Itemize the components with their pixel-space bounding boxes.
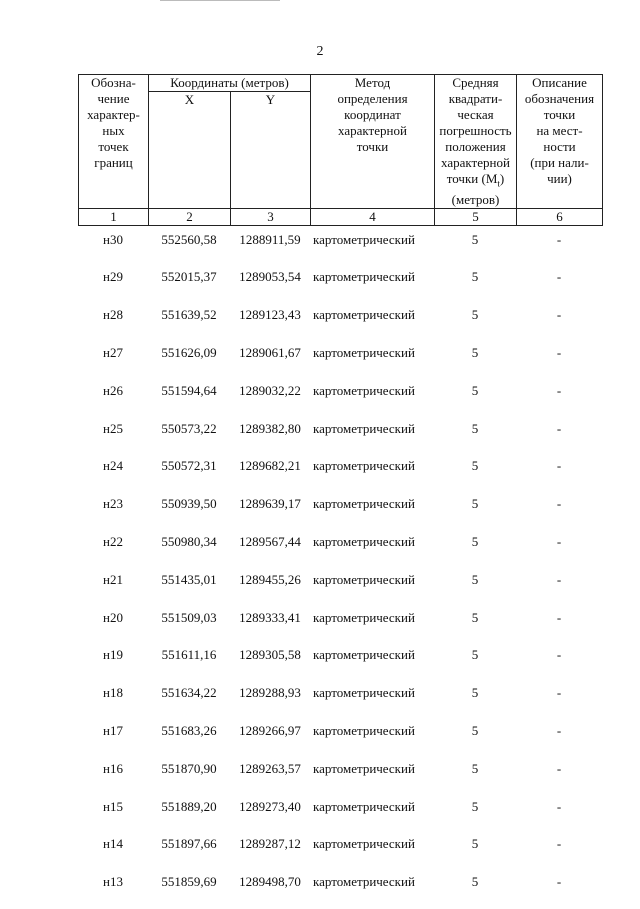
cell-point-id: н21: [103, 571, 123, 587]
cell-coord-x: 552015,37: [161, 269, 217, 285]
header-designation: Обозна- чение характер- ных точек границ: [79, 75, 149, 209]
cell-coord-y: 1289061,67: [239, 344, 301, 360]
cell-point-id: н28: [103, 307, 123, 323]
cell-method: картометрический: [313, 382, 415, 398]
header-description: Описание обозначения точки на мест- ности (при нали- чии): [517, 75, 603, 209]
table-row: [78, 493, 602, 531]
cell-description: -: [556, 571, 562, 587]
cell-coord-x: 551683,26: [161, 722, 217, 738]
cell-description: -: [556, 307, 562, 323]
cell-coord-x: 551897,66: [161, 836, 217, 852]
table-row: [78, 871, 602, 909]
table-body: [78, 229, 602, 909]
cell-coord-y: 1289455,26: [239, 571, 301, 587]
table-row: [78, 531, 602, 569]
cell-description: -: [556, 533, 562, 549]
cell-error: 5: [471, 307, 479, 323]
table-header: [78, 74, 603, 226]
table-row: [78, 304, 602, 342]
cell-description: -: [556, 836, 562, 852]
cell-point-id: н15: [103, 798, 123, 814]
cell-description: -: [556, 269, 562, 285]
cell-coord-y: 1289273,40: [239, 798, 301, 814]
table-row: [78, 266, 602, 304]
cell-description: -: [556, 496, 562, 512]
cell-error: 5: [471, 722, 479, 738]
cell-point-id: н26: [103, 382, 123, 398]
cell-coord-x: 551594,64: [161, 382, 217, 398]
cell-point-id: н13: [103, 874, 123, 890]
cell-error: 5: [471, 496, 479, 512]
cell-coord-y: 1289305,58: [239, 647, 301, 663]
cell-coord-x: 552560,58: [161, 231, 217, 247]
coordinates-table: [78, 74, 602, 909]
table-row: [78, 607, 602, 645]
cell-coord-y: 1289123,43: [239, 307, 301, 323]
cell-point-id: н23: [103, 496, 123, 512]
cell-point-id: н27: [103, 344, 123, 360]
cell-method: картометрический: [313, 496, 415, 512]
cell-method: картометрический: [313, 760, 415, 776]
cell-coord-y: 1289567,44: [239, 533, 301, 549]
cell-method: картометрический: [313, 722, 415, 738]
cell-coord-y: 1289498,70: [239, 874, 301, 890]
column-number-2: 2: [149, 208, 231, 225]
cell-method: картометрический: [313, 458, 415, 474]
header-method: Метод определения координат характерной точки: [311, 75, 435, 209]
column-number-6: 6: [517, 208, 603, 225]
cell-point-id: н18: [103, 685, 123, 701]
cell-error: 5: [471, 647, 479, 663]
cell-error: 5: [471, 609, 479, 625]
cell-error: 5: [471, 874, 479, 890]
header-error: Средняя квадрати- ческая погрешность положения характерной точки $(M_t)$ (метров): [435, 75, 517, 209]
cell-coord-y: 1289053,54: [239, 269, 301, 285]
cell-coord-x: 550572,31: [161, 458, 217, 474]
cell-coord-y: 1289287,12: [239, 836, 301, 852]
cell-description: -: [556, 609, 562, 625]
cell-coord-x: 551859,69: [161, 874, 217, 890]
cell-error: 5: [471, 760, 479, 776]
cell-method: картометрический: [313, 798, 415, 814]
cell-description: -: [556, 685, 562, 701]
header-x: X: [149, 92, 231, 209]
cell-point-id: н30: [103, 231, 123, 247]
cell-description: -: [556, 647, 562, 663]
cell-error: 5: [471, 344, 479, 360]
cell-point-id: н22: [103, 533, 123, 549]
table-row: [78, 682, 602, 720]
cell-error: 5: [471, 685, 479, 701]
cell-point-id: н16: [103, 760, 123, 776]
cell-point-id: н29: [103, 269, 123, 285]
cell-point-id: н20: [103, 609, 123, 625]
page-number: 2: [316, 44, 324, 59]
cell-method: картометрический: [313, 647, 415, 663]
cell-method: картометрический: [313, 231, 415, 247]
cell-method: картометрический: [313, 420, 415, 436]
cell-coord-y: 1289639,17: [239, 496, 301, 512]
cell-error: 5: [471, 231, 479, 247]
column-number-4: 4: [311, 208, 435, 225]
table-row: [78, 418, 602, 456]
cell-error: 5: [471, 571, 479, 587]
column-number-3: 3: [231, 208, 311, 225]
table-row: [78, 569, 602, 607]
cell-point-id: н25: [103, 420, 123, 436]
column-number-5: 5: [435, 208, 517, 225]
cell-method: картометрический: [313, 685, 415, 701]
cell-error: 5: [471, 420, 479, 436]
table-row: [78, 455, 602, 493]
table-row: [78, 833, 602, 871]
table-row: [78, 644, 602, 682]
cell-error: 5: [471, 269, 479, 285]
cell-coord-x: 551611,16: [161, 647, 217, 663]
cell-coord-y: 1289333,41: [239, 609, 301, 625]
header-coordinates: Координаты (метров): [149, 75, 311, 92]
header-y: Y: [231, 92, 311, 209]
cell-error: 5: [471, 533, 479, 549]
cell-description: -: [556, 382, 562, 398]
cell-coord-x: 550980,34: [161, 533, 217, 549]
cell-method: картометрический: [313, 533, 415, 549]
cell-description: -: [556, 231, 562, 247]
cell-error: 5: [471, 836, 479, 852]
cell-description: -: [556, 760, 562, 776]
cell-description: -: [556, 722, 562, 738]
cell-error: 5: [471, 458, 479, 474]
cell-description: -: [556, 344, 562, 360]
cell-coord-x: 551435,01: [161, 571, 217, 587]
cell-coord-x: 551509,03: [161, 609, 217, 625]
cell-coord-y: 1289032,22: [239, 382, 301, 398]
cell-error: 5: [471, 382, 479, 398]
cell-coord-x: 551634,22: [161, 685, 217, 701]
table-row: [78, 758, 602, 796]
cell-point-id: н14: [103, 836, 123, 852]
cell-coord-x: 551889,20: [161, 798, 217, 814]
cell-coord-y: 1289266,97: [239, 722, 301, 738]
cell-point-id: н19: [103, 647, 123, 663]
cell-method: картометрический: [313, 874, 415, 890]
table-row: [78, 342, 602, 380]
cell-method: картометрический: [313, 571, 415, 587]
cell-error: 5: [471, 798, 479, 814]
cell-description: -: [556, 874, 562, 890]
cell-coord-y: 1289682,21: [239, 458, 301, 474]
cell-description: -: [556, 458, 562, 474]
cell-coord-x: 551639,52: [161, 307, 217, 323]
cell-coord-y: 1288911,59: [239, 231, 301, 247]
cell-method: картометрический: [313, 344, 415, 360]
cell-coord-x: 550573,22: [161, 420, 217, 436]
table-row: [78, 380, 602, 418]
cell-method: картометрический: [313, 269, 415, 285]
cell-description: -: [556, 420, 562, 436]
cell-method: картометрический: [313, 609, 415, 625]
cell-description: -: [556, 798, 562, 814]
cell-method: картометрический: [313, 836, 415, 852]
cell-coord-y: 1289263,57: [239, 760, 301, 776]
table-row: [78, 229, 602, 267]
cell-point-id: н17: [103, 722, 123, 738]
cell-coord-y: 1289382,80: [239, 420, 301, 436]
table-row: [78, 720, 602, 758]
column-number-1: 1: [79, 208, 149, 225]
cell-coord-x: 551870,90: [161, 760, 217, 776]
cell-coord-y: 1289288,93: [239, 685, 301, 701]
cell-point-id: н24: [103, 458, 123, 474]
table-row: [78, 796, 602, 834]
cell-coord-x: 550939,50: [161, 496, 217, 512]
cell-method: картометрический: [313, 307, 415, 323]
cell-coord-x: 551626,09: [161, 344, 217, 360]
top-scan-rule: [160, 0, 280, 1]
